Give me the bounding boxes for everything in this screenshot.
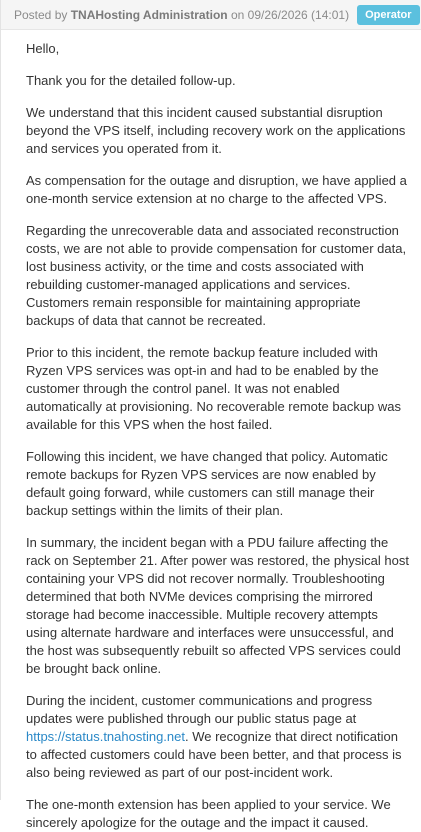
paragraph-incident-summary: In summary, the incident began with a PDU failure affecting the rack on September 21. After power was restored, the physical host containing your VPS did not recover normally. Troubleshooting determined that both NVMe devices comprising the mirrored storage had become inaccessible. Multiple recovery attempts using alternate hardware and interfaces were unsuccessful, and the host was subsequently rebuilt so affected VPS services could be brought back online.	[26, 535, 409, 676]
paragraph-unrecoverable-data: Regarding the unrecoverable data and associated reconstruction costs, we are not able to provide compensation for customer data, lost business activity, or the time and costs associated with rebuilding customer-managed applications and services. Customers remain responsible for maintaining appropriate backups of data that cannot be recreated.	[26, 223, 407, 328]
post-body	[1, 30, 421, 832]
greeting: Hello,	[26, 41, 60, 56]
post-author: TNAHosting Administration	[70, 7, 228, 22]
paragraph-policy-change: Following this incident, we have changed that policy. Automatic remote backups for Ryzen VPS services are now enabled by default going forward, while customers can still manage their backup settings within the limits of their plan.	[26, 449, 388, 518]
paragraph-apology: The one-month extension has been applied to your service. We sincerely apologize for the outage and the impact it caused.	[26, 797, 391, 830]
paragraph-communications	[26, 692, 409, 782]
on-label: on	[230, 7, 245, 22]
communications-text-start: During the incident, customer communications and progress updates were published through our public status page at	[26, 693, 373, 726]
paragraph-compensation: As compensation for the outage and disruption, we have applied a one-month service extension at no charge to the affected VPS.	[26, 173, 407, 206]
paragraph-thanks: Thank you for the detailed follow-up.	[26, 73, 236, 88]
operator-badge: Operator	[357, 5, 419, 25]
posted-by-label: Posted by	[14, 7, 68, 22]
post-header	[1, 0, 421, 30]
post-date: 09/26/2026 (14:01)	[247, 7, 350, 22]
communications-text-end: . We recognize that direct notification to affected customers could have been better, and that process is also being reviewed as part of our post-incident work.	[26, 729, 402, 780]
status-page-link[interactable]: https://status.tnahosting.net	[26, 729, 185, 744]
paragraph-backup-policy: Prior to this incident, the remote backup feature included with Ryzen VPS services was opt-in and had to be enabled by the customer through the control panel. It was not enabled automatically at provisioning. No recoverable remote backup was available for this VPS when the host failed.	[26, 345, 402, 432]
paragraph-disruption: We understand that this incident caused substantial disruption beyond the VPS itself, including recovery work on the applications and services you operated from it.	[26, 105, 406, 156]
